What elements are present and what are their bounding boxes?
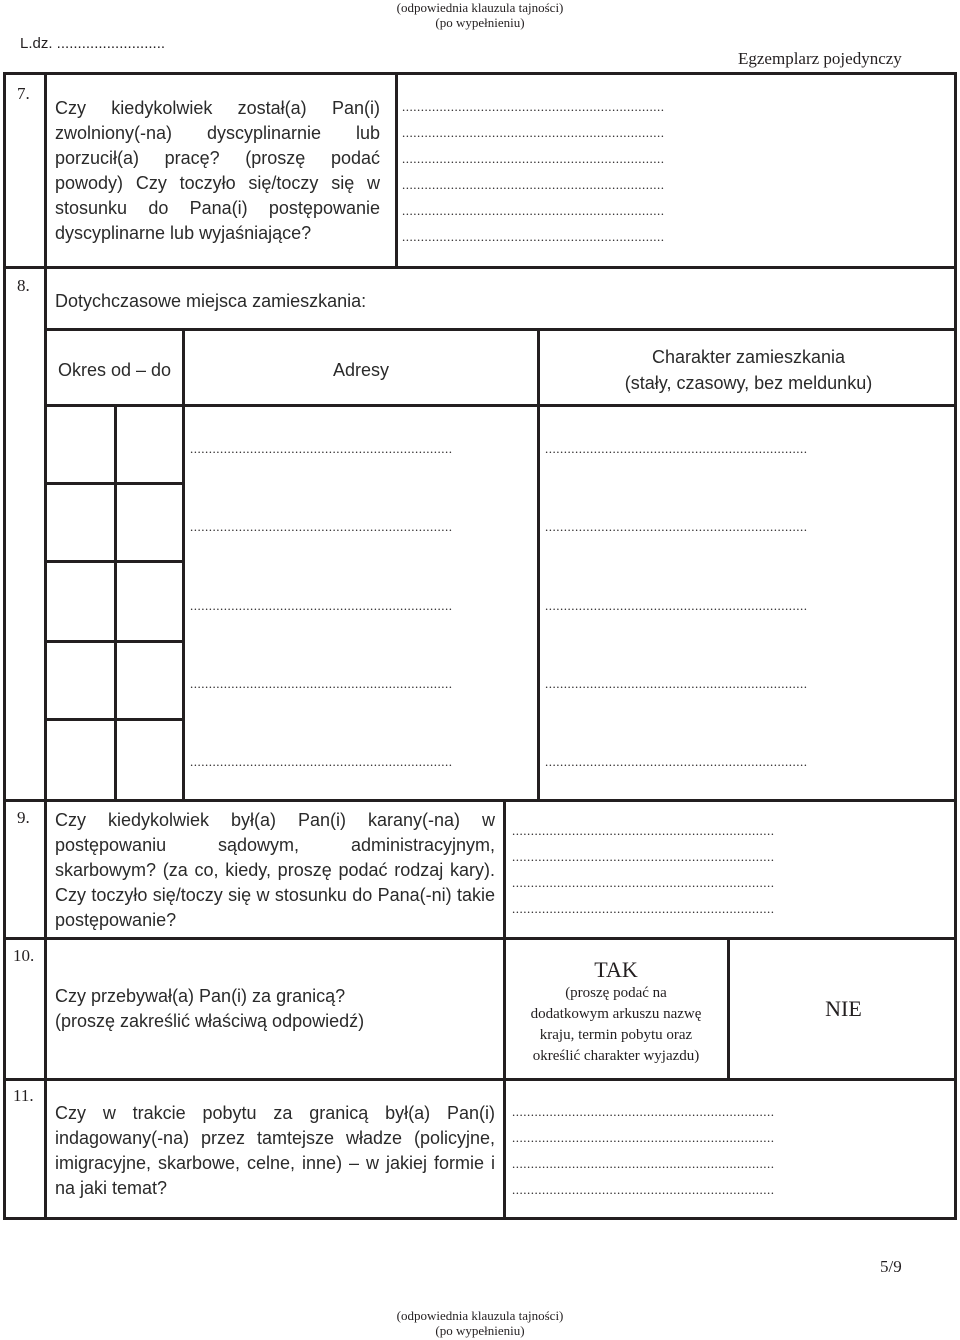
answer-dotline: ...................................................................... [402,99,665,114]
q8-row-rule [44,640,185,643]
answer-dotline: ...................................................................... [402,125,665,140]
header-clause [330,0,630,30]
q7-answer-lines[interactable] [402,94,948,250]
address-dotline[interactable]: ...................................................................... [190,519,453,534]
answer-dotline: ...................................................................... [512,1104,775,1119]
answer-dotline: ...................................................................... [512,849,775,864]
q9-answer-divider [503,799,506,938]
page-number: 5/9 [880,1257,902,1276]
period-split-divider [114,404,117,801]
answer-dotline: ...................................................................... [402,151,665,166]
q7-bottom-rule [3,266,957,269]
type-dotline[interactable]: ...................................................................... [545,676,808,691]
address-dotline[interactable]: ...................................................................... [190,441,453,456]
q8-row-rule [44,718,185,721]
type-dotline[interactable]: ...................................................................... [545,519,808,534]
answer-dotline: ...................................................................... [512,1130,775,1145]
q11-answer-divider [503,1078,506,1220]
col-type-header-line2: (stały, czasowy, bez meldunku) [624,373,873,393]
footer-clause [330,1308,630,1338]
type-dotline[interactable]: ...................................................................... [545,754,808,769]
address-dotline[interactable]: ...................................................................... [190,754,453,769]
header-clause-text: (odpowiednia klauzula tajności) [396,0,564,15]
ref-number: L.dz. .......................... [20,35,166,52]
address-dotline[interactable]: ...................................................................... [190,598,453,613]
q11-answer-lines[interactable] [512,1099,948,1203]
answer-dotline: ...................................................................... [402,229,665,244]
col-period-header: Okres od – do [57,360,172,380]
answer-dotline: ...................................................................... [512,875,775,890]
q8-number: 8. [17,276,30,295]
q8-row-rule [44,482,185,485]
answer-dotline: ...................................................................... [512,1182,775,1197]
q8-bottom-rule [3,799,957,802]
yes-note-line: dodatkowym arkuszu nazwę [530,1006,702,1022]
q10-yes-option[interactable] [506,957,726,1067]
q9-answer-lines[interactable] [512,818,948,922]
header-clause-sub: (po wypełnieniu) [435,15,525,30]
col-period-divider [182,328,185,801]
type-dotline[interactable]: ...................................................................... [545,598,808,613]
col-type-header-line1: Charakter zamieszkania [651,347,846,367]
q11-number: 11. [13,1086,34,1105]
q8-title: Dotychczasowe miejsca zamieszkania: [55,291,367,311]
q8-header-bottom-rule [44,404,957,407]
col-address-divider [537,328,540,801]
q10-number: 10. [13,946,35,965]
footer-clause-sub: (po wypełnieniu) [435,1323,525,1338]
answer-dotline: ...................................................................... [402,177,665,192]
q9-bottom-rule [3,937,957,940]
q7-answer-divider [395,72,398,267]
q8-row-rule [44,560,185,563]
answer-dotline: ...................................................................... [402,203,665,218]
q9-question: Czy kiedykolwiek był(a) Pan(i) karany(-na) w postępowaniu sądowym, administracyjnym, skarbowym? (za co, kiedy, proszę podać rodzaj kary). Czy toczyło się/toczy się w stosunku do Pana(-ni) takie postępowanie? [55,810,495,930]
yes-label: TAK [594,957,638,982]
copy-label: Egzemplarz pojedynczy [738,49,902,68]
answer-dotline: ...................................................................... [512,901,775,916]
q10-question-line1: Czy przebywał(a) Pan(i) za granicą? [55,986,346,1006]
q10-question-line2: (proszę zakreślić właściwą odpowiedź) [55,1011,365,1031]
number-column-divider [44,72,47,1220]
q11-question: Czy w trakcie pobytu za granicą był(a) Pan(i) indagowany(-na) przez tamtejsze władze (policyjne, imigracyjne, skarbowe, celne, inne) – w jakiej formie i na jaki temat? [55,1103,495,1198]
yes-note-line: kraju, termin pobytu oraz [539,1027,693,1043]
no-option[interactable]: NIE [825,996,862,1021]
col-type-header [540,344,957,396]
q7-question: Czy kiedykolwiek został(a) Pan(i) zwolniony(-na) dyscyplinarnie lub porzucił(a) pracę? (proszę podać powody) Czy toczyło się/toczy się w stosunku do Pana(i) postępowanie dyscyplinarne lub wyjaśniające? [55,98,380,243]
col-address-header: Adresy [332,360,390,380]
yes-note-line: określić charakter wyjazdu) [532,1048,700,1064]
footer-clause-text: (odpowiednia klauzula tajności) [396,1308,564,1323]
address-dotline[interactable]: ...................................................................... [190,676,453,691]
q8-header-top-rule [44,328,957,331]
q10-question [55,984,495,1034]
q9-number: 9. [17,808,30,827]
q10-bottom-rule [3,1078,957,1081]
type-dotline[interactable]: ...................................................................... [545,441,808,456]
yes-note-line: (proszę podać na [565,985,667,1001]
answer-dotline: ...................................................................... [512,1156,775,1171]
answer-dotline: ...................................................................... [512,823,775,838]
q7-number: 7. [17,84,30,103]
